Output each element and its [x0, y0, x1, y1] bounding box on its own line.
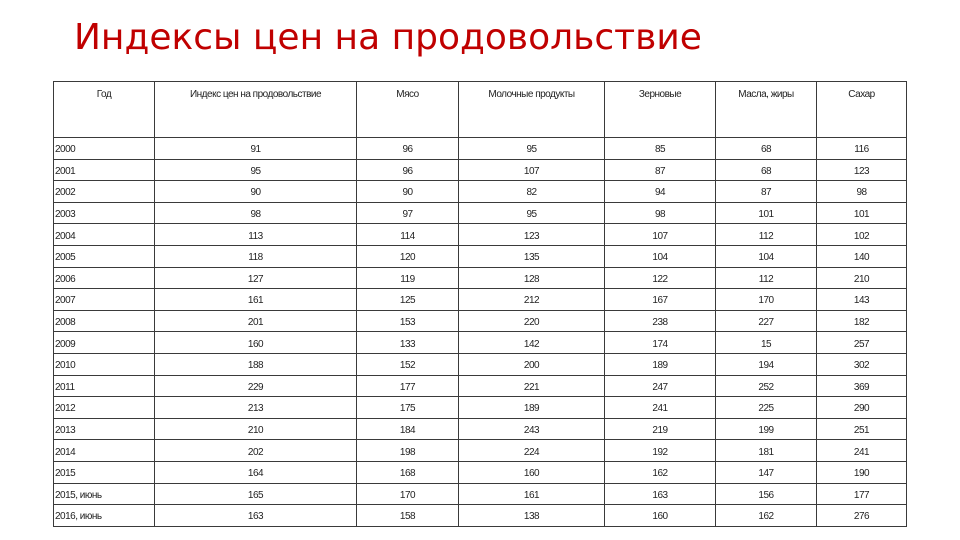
cell-meat: 97 [357, 202, 459, 224]
cell-sugar: 190 [817, 461, 907, 483]
cell-cereals: 87 [605, 159, 716, 181]
food-price-index-table [53, 81, 907, 527]
cell-sugar: 290 [817, 397, 907, 419]
cell-meat: 96 [357, 159, 459, 181]
slide-title: Индексы цен на продовольствие [74, 17, 702, 58]
cell-year: 2014 [54, 440, 155, 462]
cell-sugar: 102 [817, 224, 907, 246]
cell-cereals: 104 [605, 245, 716, 267]
cell-year: 2015, июнь [54, 483, 155, 505]
table-row [54, 332, 907, 354]
cell-food-price-index: 163 [155, 505, 357, 527]
header-sugar: Сахар [817, 82, 907, 138]
table-row [54, 483, 907, 505]
cell-year: 2016, июнь [54, 505, 155, 527]
table-row [54, 375, 907, 397]
cell-oils-fats: 225 [716, 397, 817, 419]
table-row [54, 397, 907, 419]
header-dairy: Молочные продукты [459, 82, 605, 138]
cell-sugar: 182 [817, 310, 907, 332]
cell-dairy: 224 [459, 440, 605, 462]
cell-meat: 177 [357, 375, 459, 397]
cell-sugar: 140 [817, 245, 907, 267]
cell-dairy: 95 [459, 138, 605, 160]
table-row [54, 440, 907, 462]
cell-dairy: 135 [459, 245, 605, 267]
table-row [54, 505, 907, 527]
cell-sugar: 116 [817, 138, 907, 160]
cell-food-price-index: 201 [155, 310, 357, 332]
cell-sugar: 241 [817, 440, 907, 462]
cell-year: 2008 [54, 310, 155, 332]
header-cereals: Зерновые [605, 82, 716, 138]
table-row [54, 224, 907, 246]
cell-oils-fats: 156 [716, 483, 817, 505]
cell-dairy: 212 [459, 289, 605, 311]
cell-year: 2013 [54, 418, 155, 440]
table-row [54, 310, 907, 332]
cell-food-price-index: 127 [155, 267, 357, 289]
cell-dairy: 107 [459, 159, 605, 181]
cell-oils-fats: 112 [716, 267, 817, 289]
cell-meat: 96 [357, 138, 459, 160]
cell-oils-fats: 68 [716, 138, 817, 160]
table-row [54, 245, 907, 267]
cell-cereals: 163 [605, 483, 716, 505]
cell-meat: 120 [357, 245, 459, 267]
cell-dairy: 82 [459, 181, 605, 203]
cell-cereals: 167 [605, 289, 716, 311]
cell-year: 2012 [54, 397, 155, 419]
cell-meat: 125 [357, 289, 459, 311]
cell-cereals: 160 [605, 505, 716, 527]
cell-sugar: 177 [817, 483, 907, 505]
cell-year: 2011 [54, 375, 155, 397]
cell-cereals: 107 [605, 224, 716, 246]
cell-food-price-index: 188 [155, 353, 357, 375]
cell-meat: 119 [357, 267, 459, 289]
cell-oils-fats: 194 [716, 353, 817, 375]
cell-oils-fats: 227 [716, 310, 817, 332]
cell-oils-fats: 15 [716, 332, 817, 354]
table-row [54, 138, 907, 160]
cell-year: 2007 [54, 289, 155, 311]
cell-dairy: 138 [459, 505, 605, 527]
cell-sugar: 101 [817, 202, 907, 224]
cell-meat: 114 [357, 224, 459, 246]
cell-sugar: 98 [817, 181, 907, 203]
cell-food-price-index: 165 [155, 483, 357, 505]
cell-cereals: 247 [605, 375, 716, 397]
cell-food-price-index: 113 [155, 224, 357, 246]
cell-cereals: 174 [605, 332, 716, 354]
cell-oils-fats: 87 [716, 181, 817, 203]
cell-cereals: 192 [605, 440, 716, 462]
cell-dairy: 123 [459, 224, 605, 246]
cell-food-price-index: 229 [155, 375, 357, 397]
table-row [54, 418, 907, 440]
cell-sugar: 302 [817, 353, 907, 375]
cell-sugar: 369 [817, 375, 907, 397]
table-row [54, 159, 907, 181]
cell-dairy: 142 [459, 332, 605, 354]
cell-sugar: 123 [817, 159, 907, 181]
table-row [54, 289, 907, 311]
cell-dairy: 160 [459, 461, 605, 483]
cell-oils-fats: 68 [716, 159, 817, 181]
cell-oils-fats: 112 [716, 224, 817, 246]
cell-year: 2000 [54, 138, 155, 160]
cell-food-price-index: 160 [155, 332, 357, 354]
cell-oils-fats: 170 [716, 289, 817, 311]
cell-cereals: 98 [605, 202, 716, 224]
cell-oils-fats: 199 [716, 418, 817, 440]
cell-food-price-index: 210 [155, 418, 357, 440]
table-row [54, 181, 907, 203]
header-food-price-index: Индекс цен на продовольствие [155, 82, 357, 138]
cell-cereals: 241 [605, 397, 716, 419]
table-body [54, 138, 907, 527]
cell-year: 2006 [54, 267, 155, 289]
cell-food-price-index: 161 [155, 289, 357, 311]
table-row [54, 461, 907, 483]
header-oils-fats: Масла, жиры [716, 82, 817, 138]
cell-sugar: 251 [817, 418, 907, 440]
cell-year: 2004 [54, 224, 155, 246]
cell-oils-fats: 147 [716, 461, 817, 483]
cell-food-price-index: 98 [155, 202, 357, 224]
cell-meat: 152 [357, 353, 459, 375]
cell-meat: 168 [357, 461, 459, 483]
cell-dairy: 128 [459, 267, 605, 289]
cell-oils-fats: 181 [716, 440, 817, 462]
cell-food-price-index: 202 [155, 440, 357, 462]
cell-sugar: 276 [817, 505, 907, 527]
cell-sugar: 210 [817, 267, 907, 289]
table-row [54, 353, 907, 375]
header-meat: Мясо [357, 82, 459, 138]
cell-food-price-index: 91 [155, 138, 357, 160]
cell-cereals: 162 [605, 461, 716, 483]
cell-cereals: 94 [605, 181, 716, 203]
cell-food-price-index: 118 [155, 245, 357, 267]
cell-dairy: 220 [459, 310, 605, 332]
cell-meat: 170 [357, 483, 459, 505]
cell-meat: 175 [357, 397, 459, 419]
cell-year: 2001 [54, 159, 155, 181]
cell-food-price-index: 95 [155, 159, 357, 181]
header-year: Год [54, 82, 155, 138]
cell-dairy: 221 [459, 375, 605, 397]
cell-food-price-index: 164 [155, 461, 357, 483]
cell-meat: 198 [357, 440, 459, 462]
cell-year: 2009 [54, 332, 155, 354]
cell-food-price-index: 213 [155, 397, 357, 419]
cell-dairy: 200 [459, 353, 605, 375]
cell-cereals: 189 [605, 353, 716, 375]
cell-cereals: 85 [605, 138, 716, 160]
cell-food-price-index: 90 [155, 181, 357, 203]
cell-year: 2010 [54, 353, 155, 375]
cell-oils-fats: 162 [716, 505, 817, 527]
cell-year: 2005 [54, 245, 155, 267]
cell-sugar: 257 [817, 332, 907, 354]
header-row [54, 82, 907, 138]
cell-meat: 153 [357, 310, 459, 332]
cell-dairy: 161 [459, 483, 605, 505]
cell-cereals: 122 [605, 267, 716, 289]
cell-cereals: 238 [605, 310, 716, 332]
cell-sugar: 143 [817, 289, 907, 311]
cell-year: 2015 [54, 461, 155, 483]
cell-oils-fats: 101 [716, 202, 817, 224]
cell-meat: 158 [357, 505, 459, 527]
cell-dairy: 189 [459, 397, 605, 419]
cell-meat: 184 [357, 418, 459, 440]
cell-cereals: 219 [605, 418, 716, 440]
table-row [54, 267, 907, 289]
cell-dairy: 243 [459, 418, 605, 440]
cell-oils-fats: 252 [716, 375, 817, 397]
cell-dairy: 95 [459, 202, 605, 224]
cell-year: 2003 [54, 202, 155, 224]
cell-meat: 90 [357, 181, 459, 203]
cell-meat: 133 [357, 332, 459, 354]
cell-year: 2002 [54, 181, 155, 203]
table-row [54, 202, 907, 224]
cell-oils-fats: 104 [716, 245, 817, 267]
